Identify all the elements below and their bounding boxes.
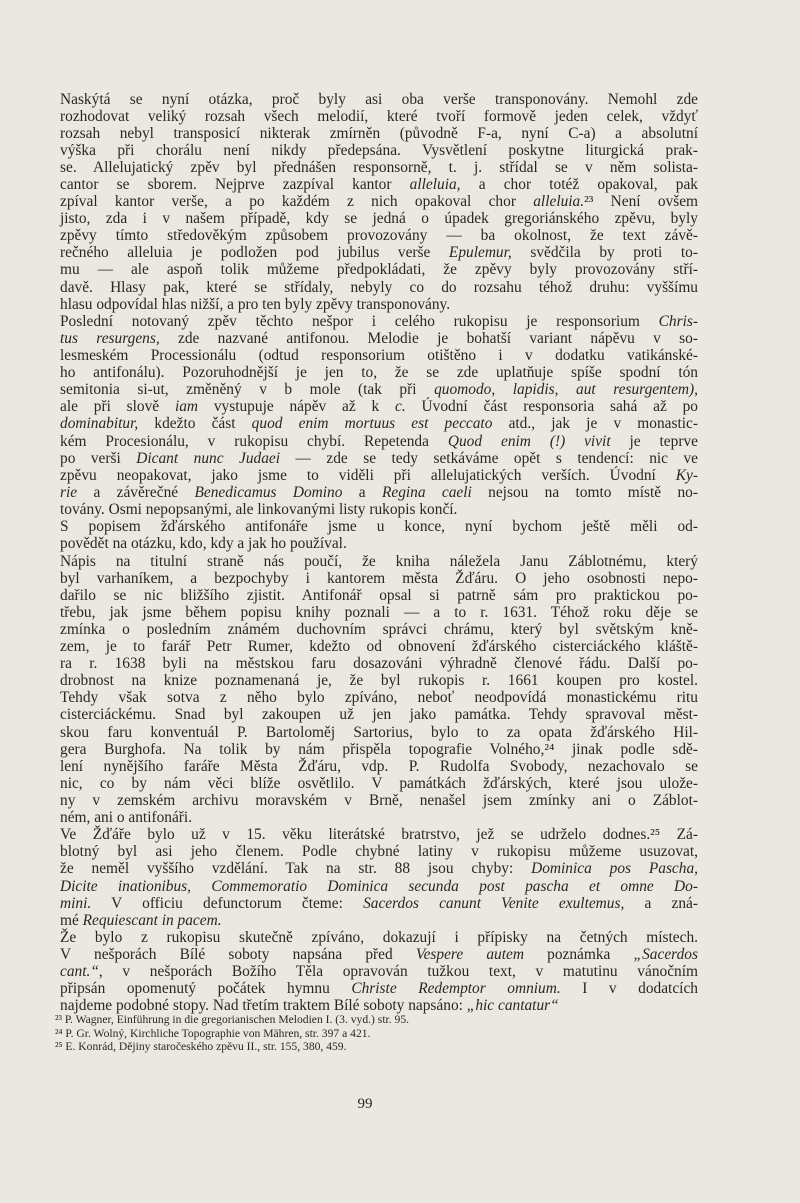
text: Poslední notovaný zpěv těchto nešpor i celého rukopisu je responsorium [60,313,659,331]
text-line [60,176,698,193]
text: a zná- [624,894,698,912]
text: dařilo se nic bližšího zjistit. Antifonář opsal si patrně sám pro praktickou po- [60,587,698,605]
italic-text: quomodo, lapidis, aut resurgentem), [434,381,698,399]
italic-text: rie [60,483,78,501]
text-line [60,381,698,398]
footnotes [55,1013,615,1054]
text: že neměl vyššího vzdělání. Tak na str. 88 jsou chyby: [60,860,532,878]
text-line [60,484,698,501]
text: semitonia si-ut, změněný v b mole (tak při [60,381,435,399]
text-line [60,843,698,860]
italic-text: Benedicamus Domino [194,483,343,501]
text-line [60,330,698,347]
text: najdeme podobné stopy. Nad třetím traktem Bílé soboty napsáno: [60,997,467,1015]
italic-text: alleluia. [533,193,585,211]
text-line [60,570,698,587]
text-line [60,159,698,176]
italic-text: alleluia, [409,176,461,194]
italic-text: tus resurgens, [60,330,160,348]
text: kém Procesionálu, v rukopisu chybí. Repetenda [60,432,448,450]
text: Nápis na titulní straně nás poučí, že kniha náležela Janu Záblotnému, který [60,553,698,571]
text: Ve Žďáře bylo už v 15. věku literátské bratrstvo, jež se udrželo dodnes.²⁵ Zá- [60,826,698,844]
text: vystupuje nápěv až k [198,398,396,416]
italic-text: iam [174,398,199,416]
paragraph [60,826,698,928]
text: je teprve [610,432,698,450]
text: blotný byl asi jeho členem. Podle chybné latiny v rukopisu můžeme usuzovat, [60,843,698,861]
text-line [60,210,698,227]
text-line [60,364,698,381]
text: zde nazvané antifonou. Melodie je bohatší variant nápěvu v so- [159,330,698,348]
text: Že bylo z rukopisu skutečně zpíváno, dokazují i přípisky na četných místech. [60,929,698,947]
text: nic, co by nám věci blíže osvětlilo. V památkách žďárských, které jsou ulože- [60,774,698,792]
text-line [60,672,698,689]
italic-text: cant.“ [60,963,99,981]
italic-text: Regina caeli [381,483,472,501]
text: zem, je to farář Petr Rumer, kdežto od obnovení žďárského cisterciáckého kláště- [60,638,698,656]
text: a [342,483,382,501]
italic-text: „hic cantatur“ [466,997,559,1015]
text: hlasu odpovídal hlas nižší, a pro ten byly zpěvy transponovány. [60,295,451,313]
text: Tehdy však sotva z něho bylo zpíváno, neboť neodpovídá monastickému ritu [60,689,698,707]
text: mé [60,911,83,929]
text-line [60,621,698,638]
italic-text: Dicant nunc Judaei [136,449,281,467]
text: se. Allelujatický zpěv byl přednášen responsorně, t. j. střídal se v něm solista- [60,159,698,177]
text-line [60,467,698,484]
footnote-25: ²⁵ E. Konrád, Dějiny staročeského zpěvu II., str. 155, 380, 459. [55,1040,347,1054]
text-line [60,655,698,672]
text-line [60,193,698,210]
text-line [60,347,698,364]
text: Úvodní část responsoria sahá až po [405,398,698,416]
paragraph [60,553,698,826]
text: atd., jak je v monastic- [492,415,698,433]
text: mu — ale aspoň tolik můžeme předpokládati, že zpěvy byly provozovány stří- [60,261,698,279]
text-line [60,535,698,552]
text-line [60,553,698,570]
text-line [60,227,698,244]
text: V nešporách Bílé soboty napsána před [60,946,416,964]
page-number: 99 [357,1096,373,1112]
text-line [60,689,698,706]
text: lesmeském Processionálu (odtud responsorium otištěno i v dodatku vatikánské- [60,347,698,365]
text: I v dodatcích [560,980,698,998]
italic-text: quod enim mortuus est peccato [251,415,493,433]
body-text [60,91,698,1015]
text: povědět na otázku, kdo, kdy a jak ho používal. [60,535,347,553]
text-line [60,638,698,655]
italic-text: Requiescant in pacem. [82,911,222,929]
text-line [60,963,698,980]
text: S popisem žďárského antifonáře jsme u konce, nyní bychom ještě měli od- [60,518,698,536]
text-line [60,792,698,809]
text: ale při slově [60,398,175,416]
text: byl varhaníkem, a bezpochyby i kantorem města Žďáru. O jeho osobnosti nepo- [60,570,698,588]
text-line [60,706,698,723]
text-line [60,244,698,261]
italic-text: Vespere autem [415,946,524,964]
italic-text: c. [395,398,406,416]
text-line [60,518,698,535]
text-line [60,125,698,142]
text-line [60,108,698,125]
text-line [60,878,698,895]
text: zpěvu neopakovat, jako jsme to viděli při allelujatických verších. Úvodní [60,466,676,484]
text-line [60,398,698,415]
paragraph [60,91,698,313]
text: kdežto část [138,415,252,433]
text-line [60,946,698,963]
text: jisto, zda i v našem případě, kdy se jedná o úpadek gregoriánského zpěvu, byly [60,210,698,228]
text: lení nynějšího faráře Města Žďáru, vdp. P. Rudolfa Svobody, nezachovalo se [60,757,698,775]
text-line [60,826,698,843]
text: , v nešporách Božího Těla opravován tužkou text, v matutinu vánočním [98,963,698,981]
text-line [60,980,698,997]
text-line [60,997,698,1014]
text-line [60,91,698,108]
paragraph [60,518,698,552]
text-line [60,912,698,929]
italic-text: Christe Redemptor omnium. [351,980,561,998]
italic-text: Dicite inationibus, Commemoratio Dominica secunda post pascha et omne Do- [60,877,698,895]
text-line [60,261,698,278]
text: drobnost na knize poznamenaná je, že byl rukopis r. 1661 koupen pro kostel. [60,672,698,690]
italic-text: „Sacerdos [633,946,698,964]
text: ra r. 1638 byli na městskou faru dosazováni výhradně členové řádu. Další po- [60,655,698,673]
italic-text: dominabitur, [60,415,139,433]
text: zmínka o posledním známém duchovním správci chrámu, který byl světským kně- [60,621,698,639]
text: zpěvy tímto středověkým způsobem provozovány — ba okolnost, že text závě- [60,227,698,245]
italic-text: mini. [60,894,92,912]
paragraph [60,313,698,518]
text: a závěrečné [77,483,195,501]
text-line [60,724,698,741]
text: poznámka [523,946,634,964]
text: továny. Osmi nepopsanými, ale linkovanými listy rukopis končí. [60,500,458,518]
text: třebu, jak jsme během popisu knihy poznali — a to r. 1631. Téhož roku děje se [60,604,698,622]
text: cantor se sborem. Nejprve zazpíval kantor [60,176,410,194]
text-line [60,501,698,518]
text: výška při chorálu není nikdy předepsána. Vysvětlení poskytne liturgická prak- [60,142,698,160]
footnote-24: ²⁴ P. Gr. Wolný, Kirchliche Topographie von Mähren, str. 397 a 421. [55,1026,371,1040]
text: zpíval kantor verše, a po každém z nich opakoval chor [60,193,534,211]
text-line [60,860,698,877]
text-line [60,809,698,826]
text: rečného alleluia je podložen pod jubilus verše [60,244,449,262]
italic-text: Chris- [658,313,698,331]
text-line [60,741,698,758]
text-line [60,587,698,604]
text-line [60,415,698,432]
text: rozhodovat veliký rozsah všech melodií, které tvoří formově jeden celek, vždyť [60,108,698,126]
italic-text: Epulemur, [448,244,512,262]
text: a chor totéž opakoval, pak [460,176,698,194]
italic-text: Ky- [675,466,698,484]
text-line [60,142,698,159]
text-line [60,313,698,330]
text: davě. Hlasy pak, které se střídaly, nebyly co do rozsahu téhož druhu: vyššímu [60,278,698,296]
text-line [60,604,698,621]
text: ho antifonálu). Pozoruhodnější je jen to, že se zde uplatňuje spíše spodní tón [60,364,698,382]
text: nejsou na tomto místě no- [471,483,698,501]
text: připsán opomenutý počátek hymnu [60,980,352,998]
paragraph [60,929,698,1014]
text: Naskýtá se nyní otázka, proč byly asi oba verše transponovány. Nemohl zde [60,91,698,108]
text-line [60,279,698,296]
text-line [60,929,698,946]
text: cisterciáckému. Snad byl zakoupen už jen jako památka. Tehdy spravoval měst- [60,706,698,724]
text-line [60,433,698,450]
text: ny v zemském archivu moravském v Brně, nenašel jsem zmínky ani o Záblot- [60,791,698,809]
text: rozsah nebyl transposicí nikterak zmírněn (původně F-a, nyní C-a) a absolutní [60,125,698,143]
text-line [60,758,698,775]
text: skou faru konventuál P. Bartoloměj Sartorius, bylo to za opata žďárského Hil- [60,723,698,741]
text: svědčila by proti to- [511,244,698,262]
footnote-23: ²³ P. Wagner, Einführung in die gregorianischen Melodien I. (3. vyd.) str. 95. [55,1013,410,1026]
text: — zde se tedy setkáváme opět s tendencí: nic ve [280,449,699,467]
text: V officiu defunctorum čteme: [91,894,364,912]
italic-text: Dominica pos Pascha, [531,860,699,878]
text-line [60,296,698,313]
text: ²³ Není ovšem [584,193,698,211]
text: gera Burghofa. Na tolik by nám přispěla topografie Volného,²⁴ jinak podle sdě- [60,740,698,758]
text-line [60,450,698,467]
text: po verši [60,449,137,467]
italic-text: Sacerdos canunt Venite exultemus, [363,894,625,912]
text-line [60,775,698,792]
text: ném, ani o antifonáři. [60,808,193,826]
italic-text: Quod enim (!) vivit [447,432,611,450]
text-line [60,895,698,912]
